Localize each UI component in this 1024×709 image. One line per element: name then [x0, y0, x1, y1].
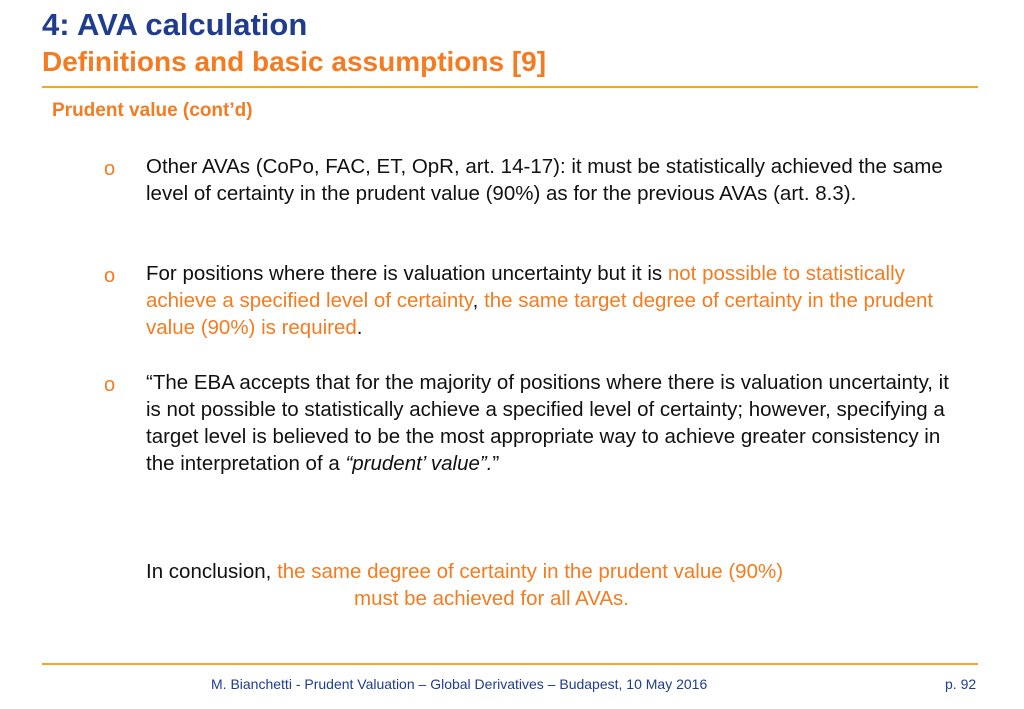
- conclusion-highlight: the same degree of certainty in the prudent value (90%): [277, 560, 784, 583]
- header-divider: [42, 86, 978, 88]
- quote-italic: “prudent’ value”.: [345, 452, 493, 475]
- quote-closing: ”: [492, 452, 500, 475]
- conclusion-lead: In conclusion,: [146, 560, 278, 583]
- bullet-text-part: For positions where there is valuation uncertainty but it is: [146, 262, 668, 285]
- highlight-not-possible: not possible to statistically achieve a specified level of certainty: [146, 262, 905, 312]
- bullet-marker: o: [104, 374, 116, 396]
- highlight-target-degree: the same target degree of certainty in the prudent value (90%) is required: [146, 289, 934, 339]
- quote-body: “The EBA accepts that for the majority of positions where there is valuation uncertainty, it is not possible to statistically achieve a specified level of certainty; however, specifying a target level is believed to be the most appropriate way to achieve greater consistency in the interpretation of a: [146, 371, 949, 475]
- bullet-text: [146, 260, 966, 341]
- section-heading: Prudent value (cont’d): [52, 100, 253, 121]
- slide-title: 4: AVA calculation: [42, 7, 308, 42]
- page-number: p. 92: [945, 676, 977, 692]
- conclusion-highlight-line2: must be achieved for all AVAs.: [354, 587, 629, 610]
- footer-text: M. Bianchetti - Prudent Valuation – Global Derivatives – Budapest, 10 May 2016: [211, 676, 708, 692]
- footer-divider: [42, 663, 978, 665]
- bullet-marker: o: [104, 265, 116, 287]
- bullet-marker: o: [104, 158, 116, 180]
- bullet-text-part: ,: [472, 289, 485, 312]
- quote-text: [146, 369, 966, 477]
- conclusion: [146, 558, 906, 585]
- bullet-text: Other AVAs (CoPo, FAC, ET, OpR, art. 14-17): it must be statistically achieved the same level of certainty in the prudent value (90%) as for the previous AVAs (art. 8.3).: [146, 155, 943, 205]
- bullet-text-part: .: [356, 316, 363, 339]
- slide-subtitle: Definitions and basic assumptions [9]: [42, 46, 547, 77]
